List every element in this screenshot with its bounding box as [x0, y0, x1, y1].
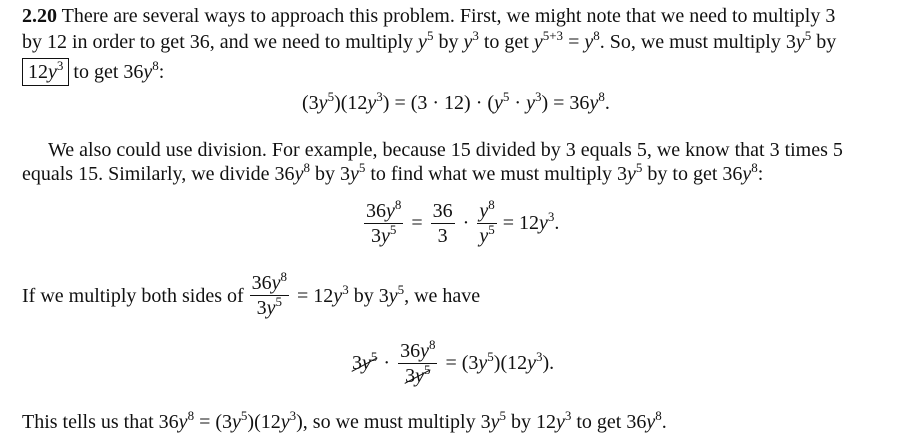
var: y [388, 284, 398, 307]
text: There are several ways to approach this problem. First, we might note that we need to multiply 3 [61, 5, 836, 27]
var: y [490, 411, 500, 433]
var: y [555, 411, 565, 433]
exp: 5 [488, 222, 495, 237]
exp: 5 [327, 89, 335, 104]
exp: 3 [536, 349, 543, 364]
paragraph-4 [22, 410, 667, 434]
exp: 5 [426, 28, 434, 43]
var: y [527, 352, 537, 374]
var: y [795, 31, 805, 53]
equation-2 [362, 197, 560, 247]
text: 36 [251, 272, 272, 294]
exp: 3 [547, 209, 555, 224]
text: 3 [352, 352, 362, 374]
exp: 3 [56, 58, 64, 73]
var: y [333, 284, 343, 307]
text: by 12 in order to get 36, and we need to multiply [22, 31, 419, 53]
exp: 8 [394, 197, 402, 212]
var: y [178, 411, 188, 433]
paragraph-1-line-3 [22, 58, 164, 86]
var: y [742, 163, 752, 185]
exp: 5 [423, 362, 431, 377]
var: y [362, 352, 371, 374]
var: y [627, 163, 636, 185]
text: . [661, 411, 667, 433]
exp: 5 [502, 89, 510, 104]
var: y [539, 212, 548, 234]
dot: · [462, 212, 470, 234]
text: by [433, 31, 464, 53]
equals: = [411, 212, 423, 234]
var: y [349, 163, 359, 185]
text: by 12 [505, 411, 556, 433]
var: y [415, 365, 424, 387]
text: . [604, 92, 610, 114]
text: = 12 [297, 284, 334, 307]
var: y [589, 92, 599, 114]
exp: 5 [635, 160, 643, 175]
text: 36 [400, 340, 421, 362]
text: = 12 [502, 212, 540, 234]
var: y [367, 92, 377, 114]
paragraph-1-line-1 [22, 4, 835, 28]
exp: 5 [397, 281, 405, 297]
text: ). [542, 352, 555, 374]
text: . So, we must multiply 3 [599, 31, 796, 53]
var: y [48, 61, 57, 83]
exp: 3 [342, 281, 349, 297]
cancelled-denominator [405, 362, 431, 387]
paragraph-1-line-2 [22, 30, 836, 54]
exp: 8 [303, 160, 310, 175]
var: y [479, 225, 489, 247]
text: 3 [371, 225, 381, 247]
exp: 5 [275, 294, 283, 309]
text: by 3 [348, 284, 389, 307]
text: = (3 [445, 352, 479, 374]
fraction-36y8-over-3y5 [250, 269, 289, 319]
text: )(12 [247, 411, 281, 433]
exp: 5 [370, 349, 378, 364]
text: = [563, 31, 585, 53]
var: y [479, 200, 489, 222]
var: y [533, 31, 543, 53]
var: y [381, 225, 390, 247]
text: We also could use division. For example, because 15 divided by 3 equals 5, we know that 3 times 5 [48, 139, 843, 161]
text: This tells us that 36 [22, 411, 179, 433]
text: : [757, 163, 764, 185]
exp: 8 [655, 408, 662, 423]
exp: 8 [152, 58, 159, 73]
var: y [584, 31, 594, 53]
var: y [478, 352, 488, 374]
var: y [420, 340, 429, 362]
var: y [386, 200, 395, 222]
exp: 5 [499, 408, 506, 423]
text: , we have [404, 284, 481, 307]
text: . [554, 212, 560, 234]
text: by [811, 31, 837, 53]
exp: 5 [487, 349, 494, 364]
fraction-36-over-3 [431, 200, 455, 247]
text: If we multiply both sides of [22, 284, 244, 307]
exp: 5 [804, 28, 812, 43]
text: to find what we must multiply 3 [365, 163, 627, 185]
var: y [418, 31, 427, 53]
exp: 8 [187, 408, 195, 423]
text: · [509, 92, 527, 114]
text: 36 [366, 200, 386, 222]
exp: 8 [488, 197, 495, 212]
var: y [318, 92, 328, 114]
text: to get 36 [73, 61, 144, 83]
text: ) = 36 [541, 92, 590, 114]
exp: 3 [472, 28, 479, 43]
text: ), so we must multiply 3 [296, 411, 491, 433]
text: 3 [437, 225, 448, 247]
var: y [294, 163, 304, 185]
exp: 3 [376, 89, 383, 104]
text: (3 [302, 92, 319, 114]
text: 36 [432, 200, 453, 222]
text: by 3 [309, 163, 350, 185]
var: y [526, 92, 535, 114]
problem-label: 2.20 [22, 5, 57, 27]
equation-3 [352, 337, 555, 387]
exp: 5 [358, 160, 366, 175]
paragraph-3 [22, 269, 481, 319]
exp: 3 [564, 408, 572, 423]
exp: 8 [280, 269, 288, 284]
exp: 5+3 [542, 28, 564, 43]
var: y [463, 31, 473, 53]
exp: 8 [751, 160, 758, 175]
text: 3 [405, 365, 416, 387]
text: by to get 36 [642, 163, 743, 185]
text: 3 [256, 297, 267, 319]
text: 12 [28, 61, 48, 83]
var: y [280, 411, 290, 433]
text: to get 36 [571, 411, 647, 433]
fraction-36y8-over-cancelled-3y5 [398, 337, 437, 387]
exp: 8 [593, 28, 600, 43]
text: = (3 [194, 411, 233, 433]
equation-1 [302, 89, 610, 115]
text: to get [478, 31, 534, 53]
text: )(12 [334, 92, 368, 114]
exp: 5 [240, 408, 248, 423]
fraction-y8-over-y5 [477, 197, 496, 247]
boxed-answer [22, 58, 69, 86]
cancelled-3y5 [352, 349, 378, 375]
text: equals 15. Similarly, we divide 36 [22, 163, 295, 185]
var: y [494, 92, 503, 114]
text: : [158, 61, 165, 83]
exp: 8 [428, 337, 436, 352]
var: y [271, 272, 281, 294]
text: ) = (3 · 12) · ( [382, 92, 495, 114]
dot: · [383, 352, 391, 374]
paragraph-2-line-1 [48, 138, 843, 162]
paragraph-2-line-2 [22, 162, 763, 186]
var: y [143, 61, 153, 83]
exp: 3 [289, 408, 297, 423]
exp: 3 [534, 89, 542, 104]
exp: 8 [598, 89, 605, 104]
var: y [232, 411, 241, 433]
var: y [646, 411, 656, 433]
exp: 5 [389, 222, 397, 237]
var: y [266, 297, 276, 319]
text: )(12 [493, 352, 528, 374]
fraction-36y8-over-3y5 [364, 197, 403, 247]
